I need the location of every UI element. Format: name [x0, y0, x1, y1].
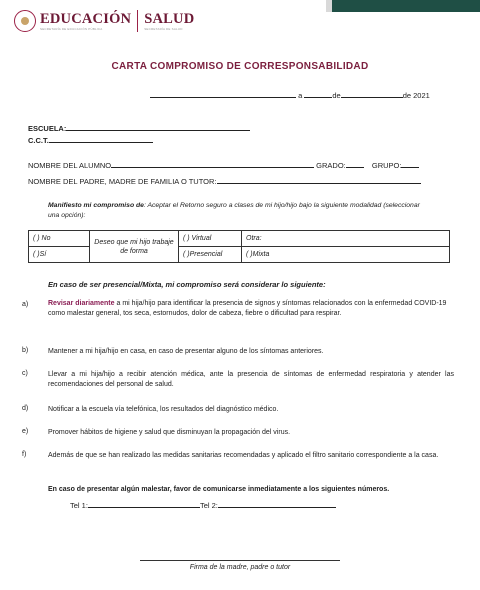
malestar-note: En caso de presentar algún malestar, favor de comunicarse inmediatamente a los siguientes números.	[48, 486, 390, 493]
cct-row: C.C.T.	[28, 134, 153, 145]
org-salud: SALUD SECRETARÍA DE SALUD	[144, 10, 195, 31]
item-letter: c)	[22, 370, 28, 377]
modalidad-table	[28, 230, 450, 263]
option-si[interactable]: ( )Sí	[29, 247, 90, 263]
item-letter: b)	[22, 347, 29, 354]
list-item: Revisar diariamente a mi hija/hijo para identificar la presencia de signos y síntomas relacionados con la enfermedad COVID-19 como malestar general, tos seca, estornudos, dolor de cabeza, fiebre o dificultad para respirar.	[48, 300, 447, 317]
list-item: Notificar a la escuela vía telefónica, los resultados del diagnóstico médico.	[48, 406, 279, 413]
mexico-seal-icon	[14, 10, 36, 32]
alumno-row: NOMBRE DEL ALUMNO GRADO: GRUPO:	[28, 159, 419, 170]
tel2-blank[interactable]	[218, 499, 336, 508]
option-deseo-label: Deseo que mi hijo trabaje de forma	[90, 231, 179, 263]
grado-blank[interactable]	[346, 159, 364, 168]
item-letter: f)	[22, 451, 27, 458]
place-blank[interactable]	[150, 89, 296, 98]
header-logos	[14, 10, 194, 32]
grupo-blank[interactable]	[401, 159, 419, 168]
list-item: Además de que se han realizado las medidas sanitarias recomendadas y aplicado el filtro sanitario correspondiente a la casa.	[48, 452, 439, 459]
day-blank[interactable]	[304, 89, 332, 98]
month-blank[interactable]	[341, 89, 403, 98]
item-letter: e)	[22, 428, 29, 435]
tel-row: Tel 1: Tel 2:	[70, 499, 336, 510]
escuela-blank[interactable]	[66, 122, 250, 131]
list-item: Mantener a mi hija/hijo en casa, en caso de presentar alguno de los síntomas anteriores.	[48, 348, 324, 355]
option-no[interactable]: ( ) No	[29, 231, 90, 247]
item-letter: a)	[22, 301, 29, 308]
option-presencial[interactable]: ( )Presencial	[179, 247, 242, 263]
option-mixta[interactable]: ( )Mixta	[242, 247, 450, 263]
compromiso-intro: Manifiesto mi compromiso de: Aceptar el Retorno seguro a clases de mi hijo/hijo bajo la siguiente modalidad (seleccionar una opción):	[48, 202, 420, 219]
padre-blank[interactable]	[217, 175, 421, 184]
tel1-blank[interactable]	[88, 499, 200, 508]
cct-blank[interactable]	[49, 134, 153, 143]
option-virtual[interactable]: ( ) Virtual	[179, 231, 242, 247]
signature-line[interactable]	[140, 560, 340, 561]
date-line: a de de 2021	[150, 89, 430, 100]
item-letter: d)	[22, 405, 29, 412]
option-otra[interactable]: Otra:	[242, 231, 450, 247]
padre-row: NOMBRE DEL PADRE, MADRE DE FAMILIA O TUTOR:	[28, 175, 421, 186]
header-corner-decoration	[326, 0, 480, 12]
signature-label: Firma de la madre, padre o tutor	[189, 564, 291, 571]
document-title: CARTA COMPROMISO DE CORRESPONSABILIDAD	[111, 61, 369, 72]
logo-divider	[137, 10, 138, 32]
org-educacion: EDUCACIÓN SECRETARÍA DE EDUCACIÓN PÚBLICA	[40, 10, 132, 31]
list-item: Llevar a mi hija/hijo a recibir atención médica, ante la presencia de síntomas de enfermedad respiratoria y atender las recomendaciones del personal de salud.	[48, 371, 454, 388]
alumno-blank[interactable]	[111, 159, 314, 168]
list-item: Promover hábitos de higiene y salud que disminuyan la propagación del virus.	[48, 429, 291, 436]
escuela-row: ESCUELA:	[28, 122, 250, 133]
compromiso-heading: En caso de ser presencial/Mixta, mi compromiso será considerar lo siguiente:	[48, 280, 326, 289]
